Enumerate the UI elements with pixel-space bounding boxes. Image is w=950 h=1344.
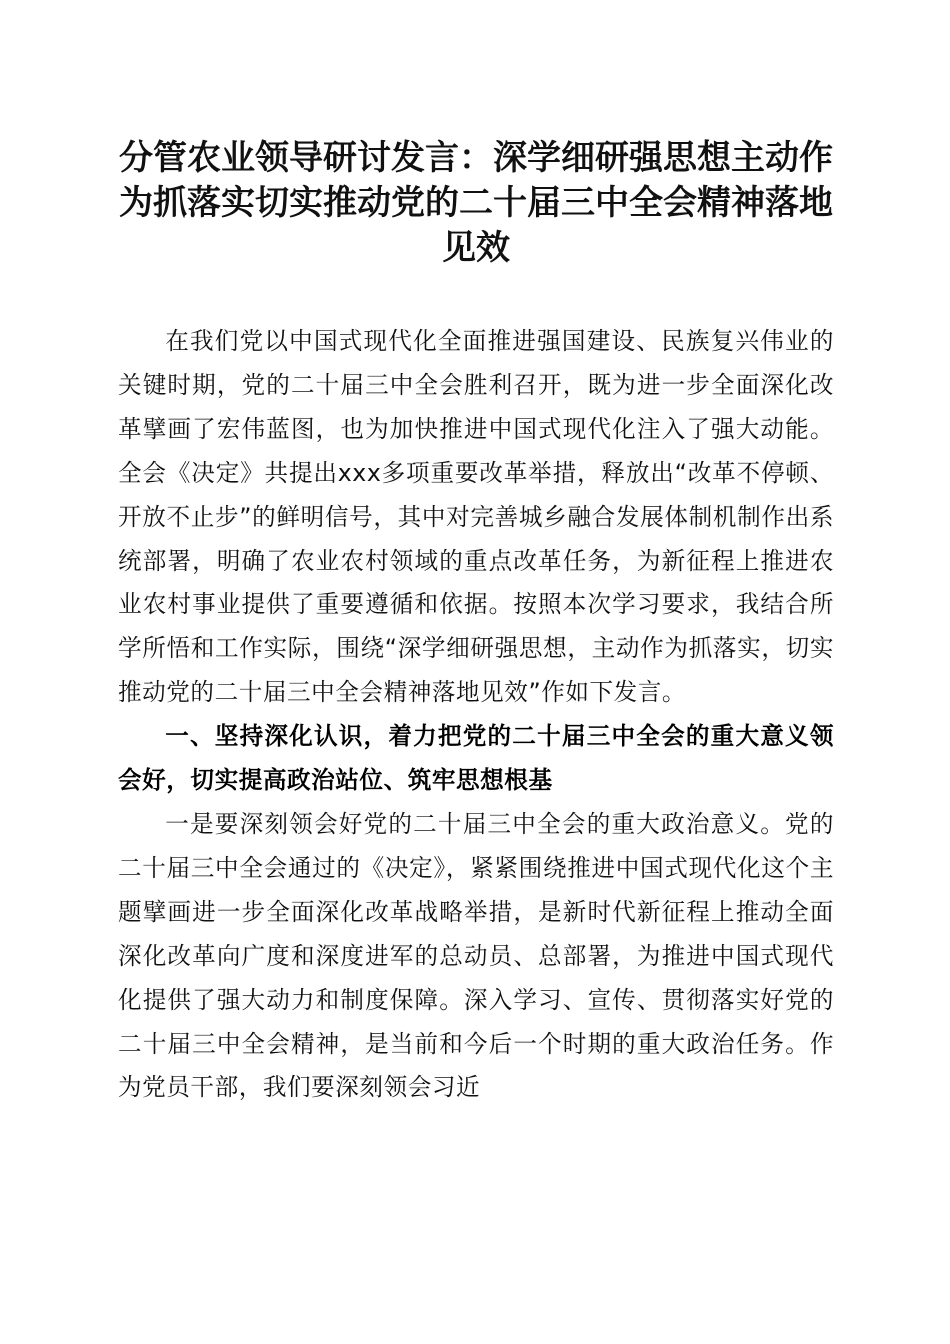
document-body <box>118 320 834 1110</box>
intro-paragraph: 在我们党以中国式现代化全面推进强国建设、民族复兴伟业的关键时期，党的二十届三中全会胜利召开，既为进一步全面深化改革擘画了宏伟蓝图，也为加快推进中国式现代化注入了强大动能。全会《决定》共提出xxx多项重要改革举措，释放出“改革不停顿、开放不止步”的鲜明信号，其中对完善城乡融合发展体制机制作出系统部署，明确了农业农村领域的重点改革任务，为新征程上推进农业农村事业提供了重要遵循和依据。按照本次学习要求，我结合所学所悟和工作实际，围绕“深学细研强思想，主动作为抓落实，切实推动党的二十届三中全会精神落地见效”作如下发言。 <box>118 327 834 707</box>
document-title: 分管农业领导研讨发言：深学细研强思想主动作为抓落实切实推动党的二十届三中全会精神落地见效 <box>119 138 833 268</box>
section-heading-1: 一、坚持深化认识，着力把党的二十届三中全会的重大意义领会好，切实提高政治站位、筑牢思想根基 <box>118 722 834 795</box>
section-1-paragraph-1: 一是要深刻领会好党的二十届三中全会的重大政治意义。党的二十届三中全会通过的《决定》，紧紧围绕推进中国式现代化这个主题擘画进一步全面深化改革战略举措，是新时代新征程上推动全面深化改革向广度和深度进军的总动员、总部署，为推进中国式现代化提供了强大动力和制度保障。深入学习、宣传、贯彻落实好党的二十届三中全会精神，是当前和今后一个时期的重大政治任务。作为党员干部，我们要深刻领会习近 <box>118 809 834 1102</box>
